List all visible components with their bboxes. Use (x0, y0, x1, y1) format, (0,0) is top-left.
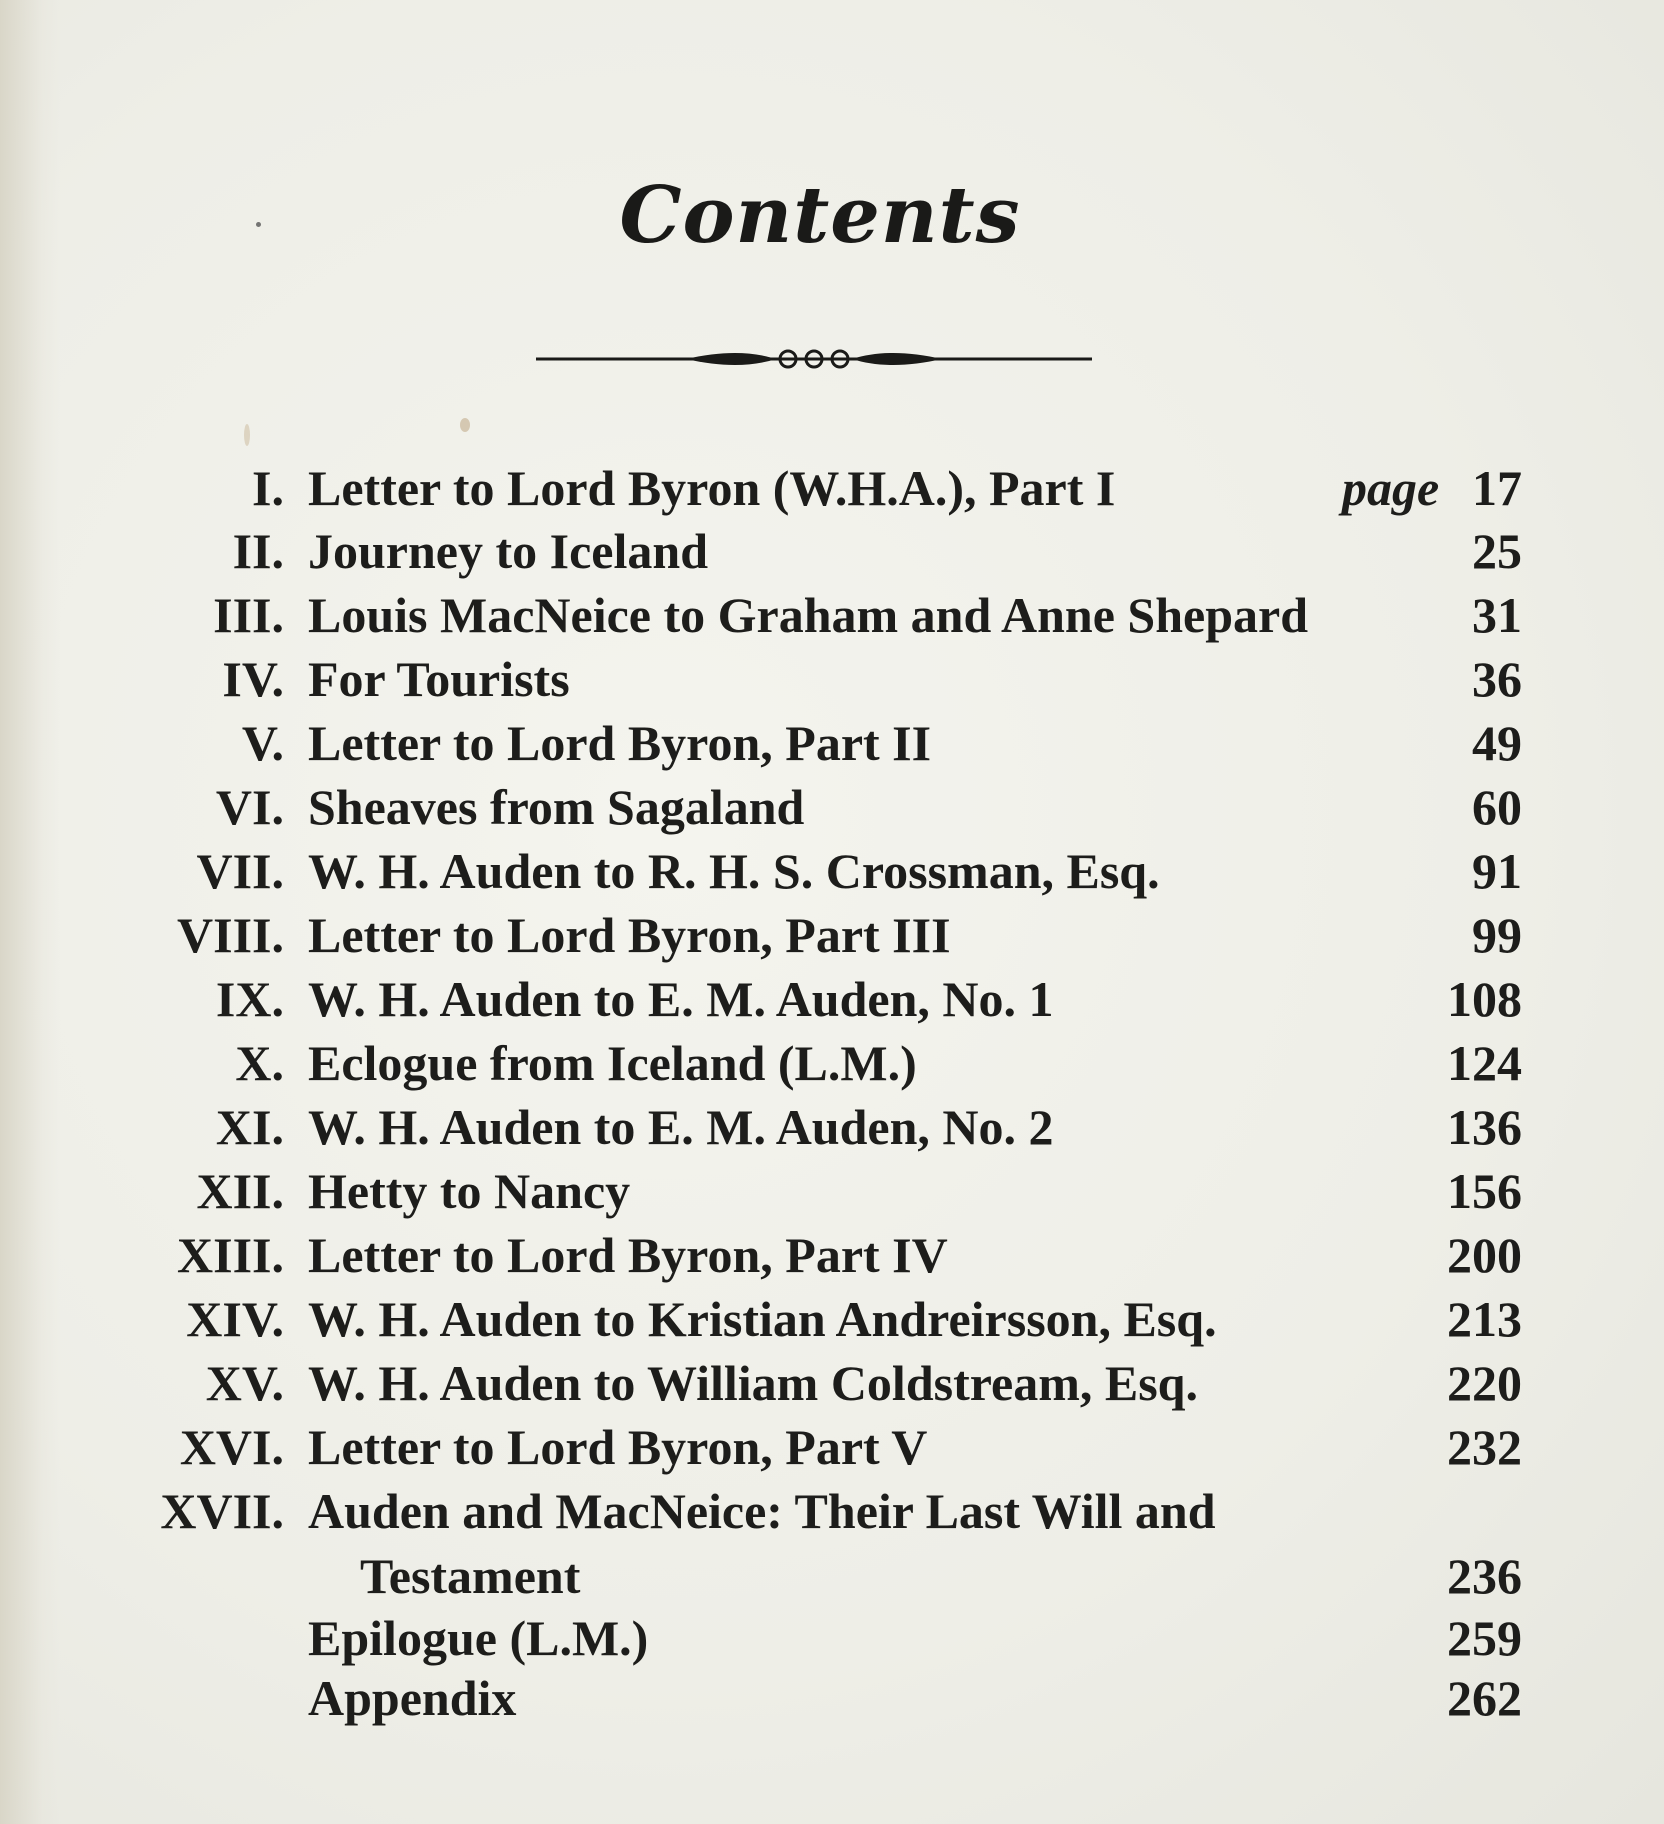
entry-numeral: I. (252, 460, 284, 516)
entry-title: Auden and MacNeice: Their Last Will and (308, 1483, 1216, 1539)
entry-numeral: VIII. (177, 907, 284, 963)
entry-page-number: 17 (1472, 460, 1522, 516)
entry-numeral: XV. (205, 1355, 284, 1411)
entry-title: For Tourists (308, 651, 570, 707)
entry-numeral: IX. (215, 971, 284, 1027)
entry-numeral: XVI. (179, 1419, 284, 1475)
entry-numeral: V. (241, 715, 284, 771)
entry-page-number: 220 (1447, 1355, 1522, 1411)
entry-page-number: 136 (1447, 1099, 1522, 1155)
entry-page-number: 36 (1472, 651, 1522, 707)
entry-title: Eclogue from Iceland (L.M.) (308, 1035, 917, 1091)
entry-numeral: II. (232, 523, 284, 579)
entry-title: Letter to Lord Byron (W.H.A.), Part I (308, 460, 1116, 516)
entry-numeral: IV. (222, 651, 284, 707)
entry-title: W. H. Auden to William Coldstream, Esq. (308, 1355, 1198, 1411)
entry-numeral: XIII. (177, 1227, 284, 1283)
entry-page-number: 124 (1447, 1035, 1522, 1091)
entry-title: W. H. Auden to Kristian Andreirsson, Esq. (308, 1291, 1217, 1347)
entry-page-number: 60 (1472, 779, 1522, 835)
entry-title: Appendix (308, 1670, 517, 1726)
entry-title: W. H. Auden to R. H. S. Crossman, Esq. (308, 843, 1160, 899)
entry-page-number: 213 (1447, 1291, 1522, 1347)
entry-page-number: 99 (1472, 907, 1522, 963)
entry-page-number: 156 (1447, 1163, 1522, 1219)
entry-title: Journey to Iceland (308, 523, 708, 579)
entry-page-number: 31 (1472, 587, 1522, 643)
entry-page-number: 91 (1472, 843, 1522, 899)
contents-heading: Contents (619, 170, 1021, 261)
entry-numeral: VI. (215, 779, 284, 835)
entry-numeral: XII. (196, 1163, 284, 1219)
entry-page-number: 25 (1472, 523, 1522, 579)
entry-title: W. H. Auden to E. M. Auden, No. 2 (308, 1099, 1054, 1155)
entry-title: W. H. Auden to E. M. Auden, No. 1 (308, 971, 1054, 1027)
entry-numeral: XI. (215, 1099, 284, 1155)
entry-title: Letter to Lord Byron, Part V (308, 1419, 928, 1475)
entry-title: Letter to Lord Byron, Part II (308, 715, 932, 771)
entry-page-number: 49 (1472, 715, 1522, 771)
entry-title: Letter to Lord Byron, Part IV (308, 1227, 948, 1283)
entry-page-number: 232 (1447, 1419, 1522, 1475)
entry-page-number: 262 (1447, 1670, 1522, 1726)
page-label: page (1342, 460, 1440, 516)
entry-page-number: 259 (1447, 1610, 1522, 1666)
entry-numeral: X. (235, 1035, 284, 1091)
entry-title-continuation: Testament (360, 1548, 581, 1604)
entry-title: Epilogue (L.M.) (308, 1610, 649, 1666)
entry-numeral: XVII. (160, 1483, 284, 1539)
entry-title: Sheaves from Sagaland (308, 779, 805, 835)
entry-title: Hetty to Nancy (308, 1163, 631, 1219)
entry-page-number: 236 (1447, 1548, 1522, 1604)
entry-title: Louis MacNeice to Graham and Anne Shepard (308, 587, 1309, 643)
entry-numeral: XIV. (186, 1291, 284, 1347)
entry-title: Letter to Lord Byron, Part III (308, 907, 951, 963)
entry-page-number: 108 (1447, 971, 1522, 1027)
entry-numeral: III. (213, 587, 284, 643)
entry-numeral: VII. (196, 843, 284, 899)
entry-page-number: 200 (1447, 1227, 1522, 1283)
